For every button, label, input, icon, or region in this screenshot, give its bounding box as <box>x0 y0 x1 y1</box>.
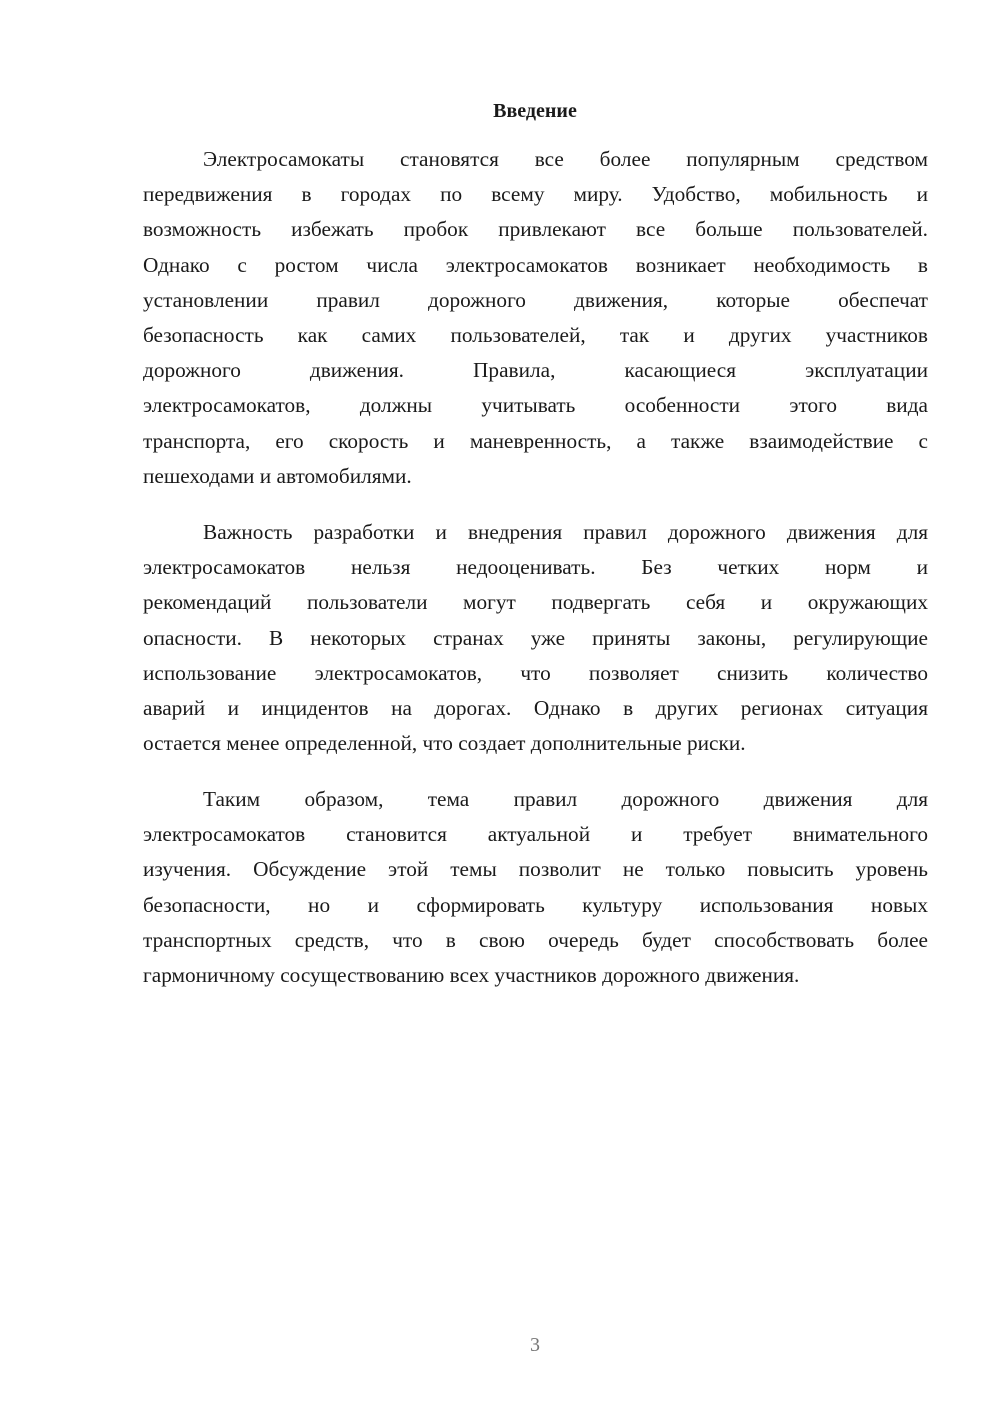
paragraph-1 <box>143 142 928 494</box>
text-line: установлении правил дорожного движения, которые обеспечат <box>143 287 928 312</box>
text-line: безопасности, но и сформировать культуру использования новых <box>143 892 928 917</box>
text-line: остается менее определенной, что создает дополнительные риски. <box>143 731 746 756</box>
text-line: электросамокатов, должны учитывать особенности этого вида <box>143 393 928 418</box>
text-line: дорожного движения. Правила, касающиеся эксплуатации <box>143 358 928 383</box>
text-line: рекомендаций пользователи могут подвергать себя и окружающих <box>143 590 928 615</box>
text-line: использование электросамокатов, что позволяет снизить количество <box>143 660 928 685</box>
text-line: передвижения в городах по всему миру. Удобство, мобильность и <box>143 182 928 207</box>
text-line: Таким образом, тема правил дорожного движения для <box>203 787 928 811</box>
text-line: электросамокатов становится актуальной и требует внимательного <box>143 822 928 847</box>
text-line: Электросамокаты становятся все более популярным средством <box>203 147 928 171</box>
text-line: изучения. Обсуждение этой темы позволит не только повысить уровень <box>143 857 928 882</box>
page-number: 3 <box>530 1334 540 1356</box>
text-line: безопасность как самих пользователей, так и других участников <box>143 322 928 347</box>
text-line: аварий и инцидентов на дорогах. Однако в других регионах ситуация <box>143 695 928 720</box>
text-line: гармоничному сосуществованию всех участников дорожного движения. <box>143 962 800 987</box>
section-title: Введение <box>493 100 577 122</box>
paragraph-2 <box>143 515 928 761</box>
text-line: опасности. В некоторых странах уже приняты законы, регулирующие <box>143 625 928 650</box>
text-line: Однако с ростом числа электросамокатов возникает необходимость в <box>143 252 928 277</box>
text-line: пешеходами и автомобилями. <box>143 463 412 488</box>
text-line: возможность избежать пробок привлекают все больше пользователей. <box>143 217 928 242</box>
text-line: транспорта, его скорость и маневренность, а также взаимодействие с <box>143 428 928 453</box>
text-line: транспортных средств, что в свою очередь будет способствовать более <box>143 927 928 952</box>
paragraph-3 <box>143 782 928 993</box>
text-line: электросамокатов нельзя недооценивать. Без четких норм и <box>143 555 928 580</box>
text-line: Важность разработки и внедрения правил дорожного движения для <box>203 520 928 544</box>
